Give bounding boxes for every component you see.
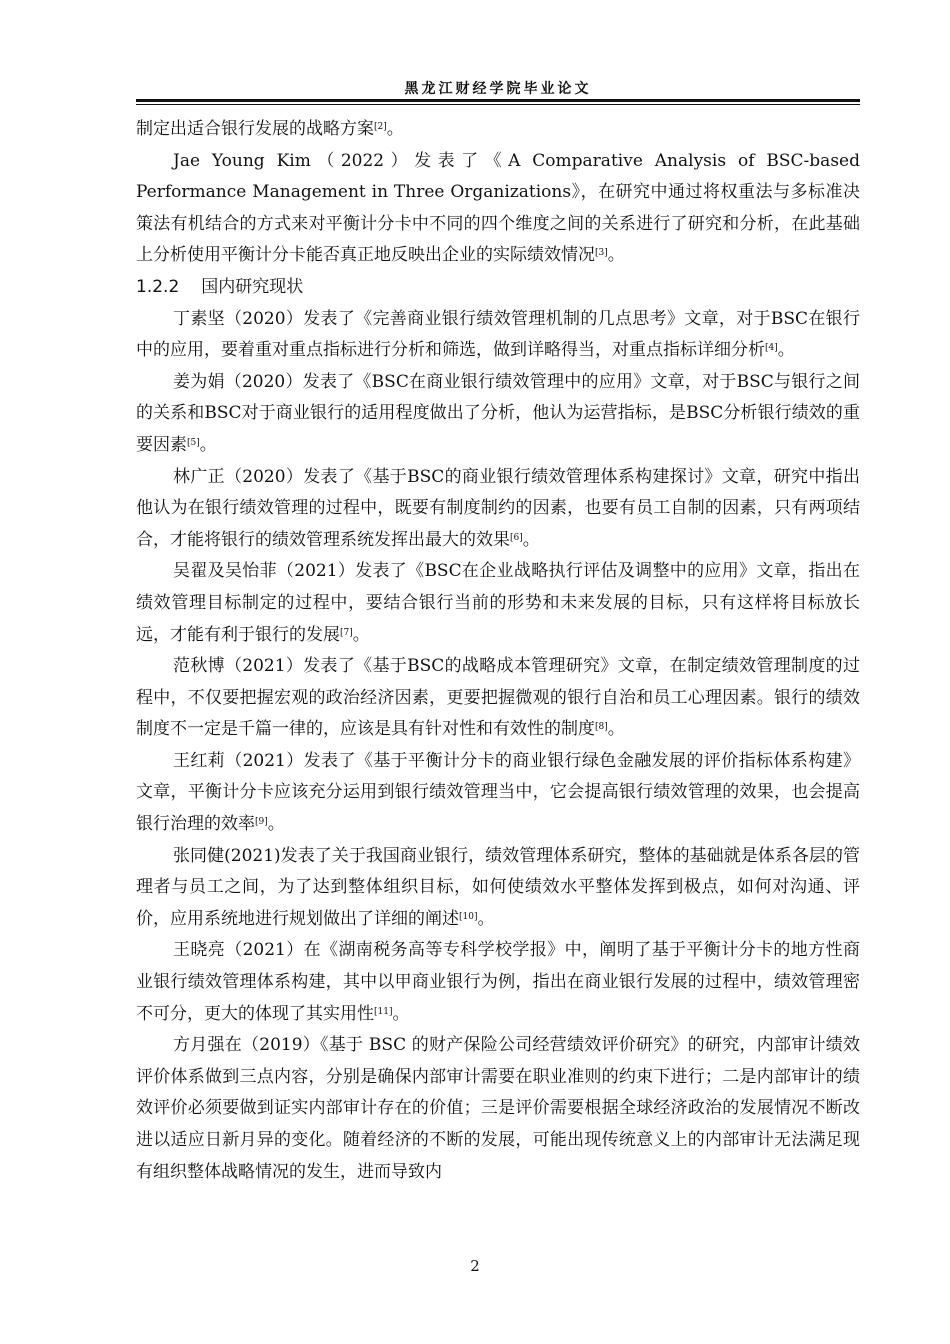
paragraph-wang-hongli: 王红莉（2021）发表了《基于平衡计分卡的商业银行绿色金融发展的评价指标体系构建》文章，平衡计分卡应该充分运用到银行绩效管理当中，它会提高银行绩效管理的效果，也会提高银行治理的效率[9]。 [136, 750, 860, 835]
citation-ref: [4] [765, 343, 778, 354]
citation-ref: [3] [595, 248, 608, 259]
citation-ref: [2] [374, 122, 387, 132]
paragraph-continued: 制定出适合银行发展的战略方案[2]。 [136, 119, 404, 139]
citation-ref: [9] [255, 817, 268, 828]
paragraph-wang-xiaoliang: 王晓亮（2021）在《湖南税务高等专科学校学报》中，阐明了基于平衡计分卡的地方性商业银行绩效管理体系构建，其中以甲商业银行为例，指出在商业银行发展的过程中，绩效管理密不可分，更大的体现了其实用性[11]。 [136, 940, 860, 1024]
running-header: 黑龙江财经学院毕业论文 [404, 81, 592, 97]
citation-ref: [10] [459, 911, 478, 922]
paragraph-jiang: 姜为娟（2020）发表了《BSC在商业银行绩效管理中的应用》文章，对于BSC与银行之间的关系和BSC对于商业银行的适用程度做出了分析，他认为运营指标，是BSC分析银行绩效的重要因素[5]。 [136, 371, 860, 455]
citation-ref: [5] [187, 437, 200, 448]
citation-ref: [6] [510, 532, 523, 543]
paragraph-wu: 吴翟及吴怡菲（2021）发表了《BSC在企业战略执行评估及调整中的应用》文章，指出在绩效管理目标制定的过程中，要结合银行当前的形势和未来发展的目标，只有这样将目标放长远，才能有利于银行的发展[7]。 [136, 561, 860, 645]
paragraph-kim: Jae Young Kim（2022）发表了《A Comparative Analysis of BSC-based Performance Management in Three Organizations》，在研究中通过将权重法与多标准决策法有机结合的方式来对平衡计分卡中不同的四个维度之间的关系进行了研究和分析，在此基础上分析使用平衡计分卡能否真正地反映出企业的实际绩效情况[3]。 [136, 150, 860, 266]
section-title: 国内研究现状 [201, 276, 304, 297]
citation-ref: [7] [340, 627, 353, 638]
citation-ref: [8] [595, 722, 608, 733]
paragraph-ding: 丁素坚（2020）发表了《完善商业银行绩效管理机制的几点思考》文章，对于BSC在银行中的应用，要着重对重点指标进行分析和筛选，做到详略得当，对重点指标详细分析[4]。 [136, 308, 860, 361]
paragraph-fan: 范秋博（2021）发表了《基于BSC的战略成本管理研究》文章，在制定绩效管理制度的过程中，不仅要把握宏观的政治经济因素，更要把握微观的银行自治和员工心理因素。银行的绩效制度不一定是千篇一律的，应该是具有针对性和有效性的制度[8]。 [136, 656, 860, 740]
paragraph-zhang: 张同健(2021)发表了关于我国商业银行，绩效管理体系研究，整体的基础就是体系各层的管理者与员工之间，为了达到整体组织目标，如何使绩效水平整体发挥到极点，如何对沟通、评价，应用系统地进行规划做出了详细的阐述[10]。 [136, 845, 860, 929]
page-body [136, 114, 860, 1188]
section-heading [136, 272, 860, 304]
citation-ref: [11] [374, 1006, 393, 1017]
header-rule-thin [136, 104, 860, 105]
header-rule-thick [136, 99, 860, 102]
section-number: 1.2.2 [136, 276, 180, 297]
page-number: 2 [470, 1257, 480, 1275]
paragraph-lin: 林广正（2020）发表了《基于BSC的商业银行绩效管理体系构建探讨》文章，研究中指出他认为在银行绩效管理的过程中，既要有制度制约的因素，也要有员工自制的因素，只有两项结合，才能将银行的绩效管理系统发挥出最大的效果[6]。 [136, 466, 860, 550]
paragraph-fang: 方月强在（2019）《基于 BSC 的财产保险公司经营绩效评价研究》的研究，内部审计绩效评价体系做到三点内容，分别是确保内部审计需要在职业准则的约束下进行；二是内部审计的绩效评价必须要做到证实内部审计存在的价值；三是评价需要根据全球经济政治的发展情况不断改进以适应日新月异的变化。随着经济的不断的发展，可能出现传统意义上的内部审计无法满足现有组织整体战略情况的发生，进而导致内 [136, 1035, 860, 1182]
